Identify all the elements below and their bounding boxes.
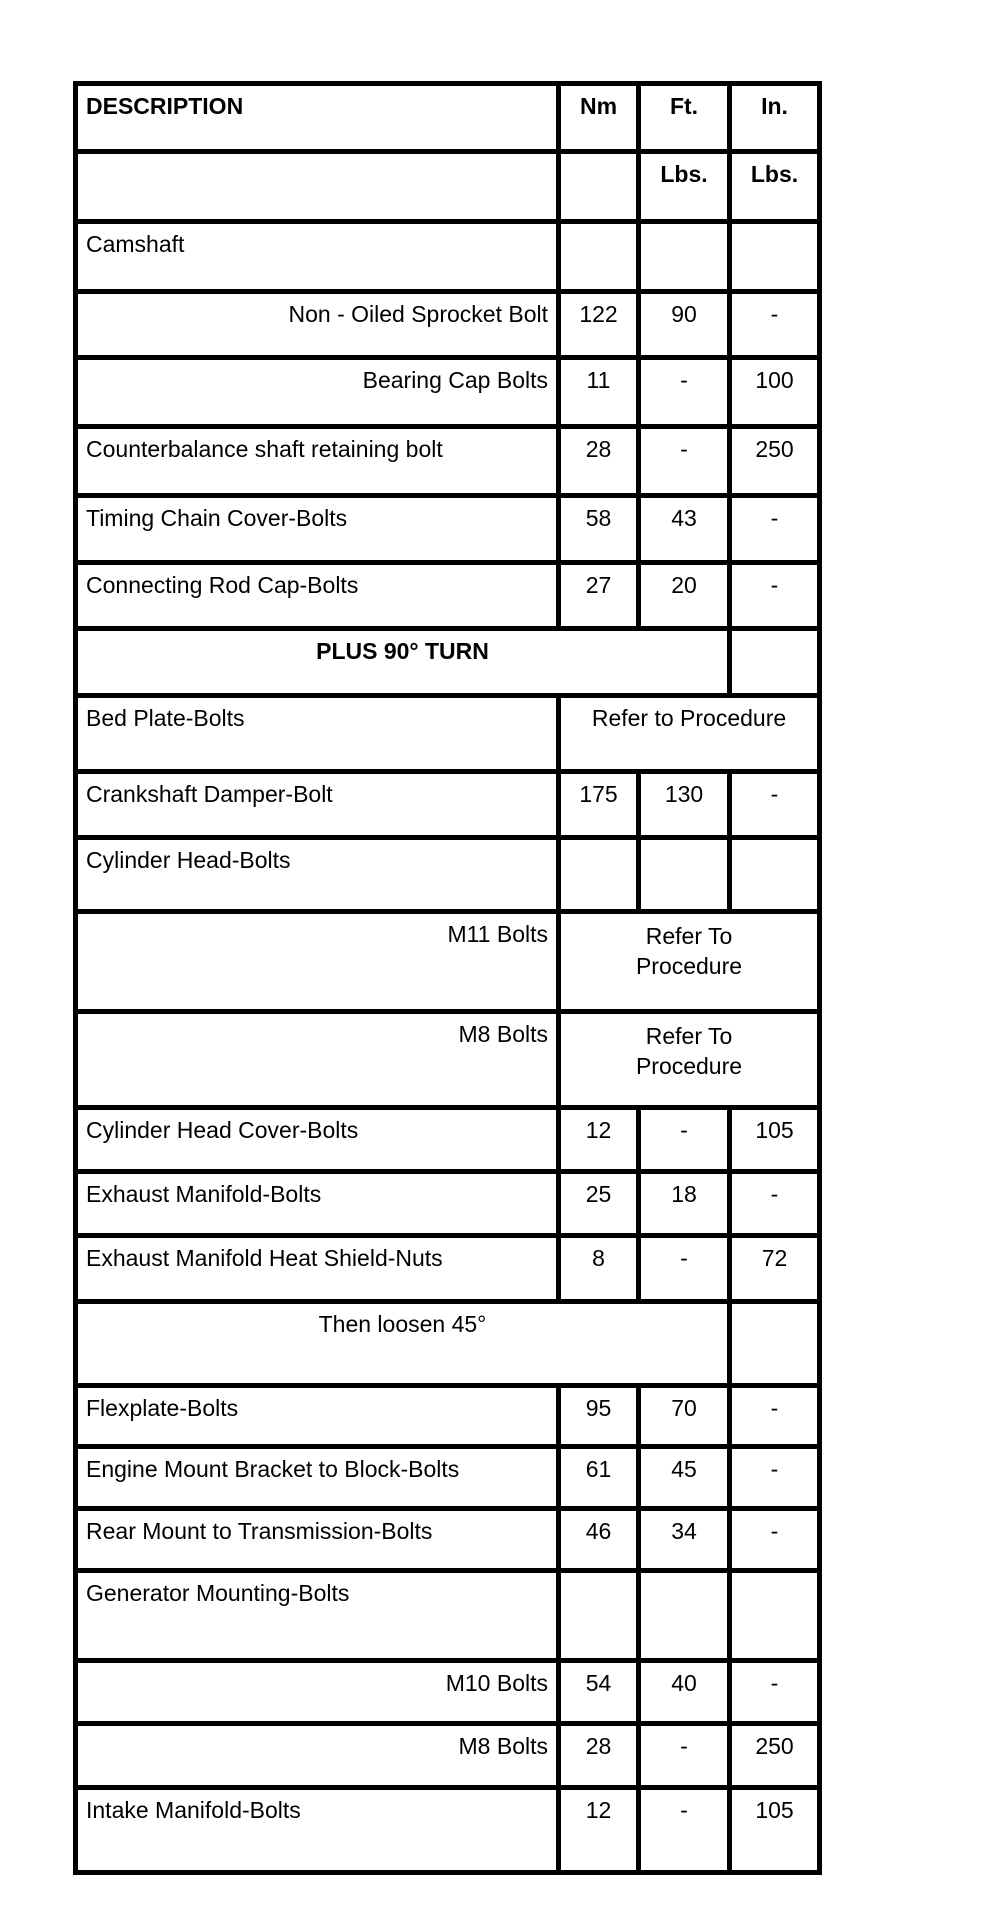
row-m11-bolts <box>76 912 820 1012</box>
cell-in: - <box>730 772 820 838</box>
row-flexplate-bolts <box>76 1386 820 1447</box>
cell-in: - <box>730 1509 820 1571</box>
cell-in <box>730 1571 820 1661</box>
cell-description: Cylinder Head Cover-Bolts <box>76 1108 559 1172</box>
cell-turn-note: PLUS 90° TURN <box>76 629 730 696</box>
cell-nm: 8 <box>559 1236 639 1302</box>
cell-ft: - <box>639 358 730 427</box>
cell-ft: 130 <box>639 772 730 838</box>
cell-description: Intake Manifold-Bolts <box>76 1788 559 1873</box>
cell-description: M10 Bolts <box>76 1661 559 1724</box>
cell-nm: 27 <box>559 563 639 629</box>
cell-ft <box>639 1571 730 1661</box>
cell-in: 72 <box>730 1236 820 1302</box>
cell-in <box>730 838 820 912</box>
refer-line-1: Refer To <box>645 1023 733 1049</box>
cell-description: Connecting Rod Cap-Bolts <box>76 563 559 629</box>
cell-description: Cylinder Head-Bolts <box>76 838 559 912</box>
cell-description: Bed Plate-Bolts <box>76 696 559 772</box>
cell-description: M8 Bolts <box>76 1012 559 1108</box>
cell-description: Exhaust Manifold Heat Shield-Nuts <box>76 1236 559 1302</box>
cell-nm: 11 <box>559 358 639 427</box>
cell-refer-to-procedure <box>559 1012 820 1108</box>
cell-description: M11 Bolts <box>76 912 559 1012</box>
cell-refer-to-procedure <box>559 912 820 1012</box>
cell-ft: 34 <box>639 1509 730 1571</box>
cell-ft: 20 <box>639 563 730 629</box>
cell-nm: 175 <box>559 772 639 838</box>
row-generator-mounting-bolts <box>76 1571 820 1661</box>
cell-in: - <box>730 496 820 563</box>
row-camshaft <box>76 222 820 292</box>
cell-nm: 46 <box>559 1509 639 1571</box>
cell-in: - <box>730 1386 820 1447</box>
cell-in: 105 <box>730 1108 820 1172</box>
column-header-ft: Ft. <box>639 84 730 152</box>
row-timing-chain-cover-bolts <box>76 496 820 563</box>
cell-ft: 40 <box>639 1661 730 1724</box>
cell-description: Non - Oiled Sprocket Bolt <box>76 292 559 358</box>
cell-in: 100 <box>730 358 820 427</box>
cell-in: - <box>730 1447 820 1509</box>
cell-nm: 58 <box>559 496 639 563</box>
cell-description: Rear Mount to Transmission-Bolts <box>76 1509 559 1571</box>
cell-description: M8 Bolts <box>76 1724 559 1788</box>
cell-in: - <box>730 1661 820 1724</box>
cell-in: - <box>730 1172 820 1236</box>
row-m8-bolts-generator <box>76 1724 820 1788</box>
column-header-description: DESCRIPTION <box>76 84 559 152</box>
row-connecting-rod-cap-bolts <box>76 563 820 629</box>
cell-ft: - <box>639 1724 730 1788</box>
row-intake-manifold-bolts <box>76 1788 820 1873</box>
row-cylinder-head-bolts <box>76 838 820 912</box>
cell-ft <box>639 222 730 292</box>
header-spacer-nm <box>559 152 639 222</box>
cell-in: 250 <box>730 1724 820 1788</box>
cell-in <box>730 629 820 696</box>
cell-in: - <box>730 292 820 358</box>
row-cylinder-head-cover-bolts <box>76 1108 820 1172</box>
cell-description: Flexplate-Bolts <box>76 1386 559 1447</box>
cell-ft: 70 <box>639 1386 730 1447</box>
cell-ft: 90 <box>639 292 730 358</box>
row-plus-90-turn <box>76 629 820 696</box>
row-exhaust-manifold-bolts <box>76 1172 820 1236</box>
cell-nm: 12 <box>559 1108 639 1172</box>
cell-loosen-note: Then loosen 45° <box>76 1302 730 1386</box>
cell-nm <box>559 838 639 912</box>
cell-ft: - <box>639 427 730 496</box>
cell-nm: 54 <box>559 1661 639 1724</box>
cell-description: Engine Mount Bracket to Block-Bolts <box>76 1447 559 1509</box>
cell-refer-to-procedure: Refer to Procedure <box>559 696 820 772</box>
cell-ft: 18 <box>639 1172 730 1236</box>
cell-nm: 95 <box>559 1386 639 1447</box>
row-exhaust-manifold-heat-shield-nuts <box>76 1236 820 1302</box>
row-bed-plate-bolts <box>76 696 820 772</box>
refer-line-2: Procedure <box>635 953 743 979</box>
cell-nm <box>559 1571 639 1661</box>
cell-description: Generator Mounting-Bolts <box>76 1571 559 1661</box>
row-crankshaft-damper-bolt <box>76 772 820 838</box>
row-bearing-cap-bolts <box>76 358 820 427</box>
header-spacer-description <box>76 152 559 222</box>
cell-nm: 61 <box>559 1447 639 1509</box>
cell-ft: - <box>639 1788 730 1873</box>
cell-description: Crankshaft Damper-Bolt <box>76 772 559 838</box>
cell-ft <box>639 838 730 912</box>
cell-in: 250 <box>730 427 820 496</box>
column-header-nm: Nm <box>559 84 639 152</box>
cell-nm: 122 <box>559 292 639 358</box>
column-header-in: In. <box>730 84 820 152</box>
row-m8-bolts-cylinder-head <box>76 1012 820 1108</box>
refer-line-2: Procedure <box>635 1053 743 1079</box>
cell-ft: - <box>639 1236 730 1302</box>
cell-nm <box>559 222 639 292</box>
torque-spec-table <box>73 81 822 1875</box>
cell-description: Counterbalance shaft retaining bolt <box>76 427 559 496</box>
row-then-loosen-45 <box>76 1302 820 1386</box>
row-counterbalance-shaft-retaining-bolt <box>76 427 820 496</box>
cell-ft: - <box>639 1108 730 1172</box>
row-rear-mount-to-transmission-bolts <box>76 1509 820 1571</box>
row-m10-bolts <box>76 1661 820 1724</box>
header-row-2 <box>76 152 820 222</box>
cell-in: 105 <box>730 1788 820 1873</box>
cell-nm: 12 <box>559 1788 639 1873</box>
cell-nm: 28 <box>559 427 639 496</box>
cell-nm: 28 <box>559 1724 639 1788</box>
row-engine-mount-bracket-to-block-bolts <box>76 1447 820 1509</box>
row-non-oiled-sprocket-bolt <box>76 292 820 358</box>
cell-description: Exhaust Manifold-Bolts <box>76 1172 559 1236</box>
header-row-1 <box>76 84 820 152</box>
cell-in <box>730 1302 820 1386</box>
cell-ft: 45 <box>639 1447 730 1509</box>
cell-in <box>730 222 820 292</box>
column-subheader-in-lbs: Lbs. <box>730 152 820 222</box>
cell-description: Timing Chain Cover-Bolts <box>76 496 559 563</box>
cell-ft: 43 <box>639 496 730 563</box>
cell-description: Bearing Cap Bolts <box>76 358 559 427</box>
column-subheader-ft-lbs: Lbs. <box>639 152 730 222</box>
cell-nm: 25 <box>559 1172 639 1236</box>
cell-in: - <box>730 563 820 629</box>
cell-description: Camshaft <box>76 222 559 292</box>
refer-line-1: Refer To <box>645 923 733 949</box>
